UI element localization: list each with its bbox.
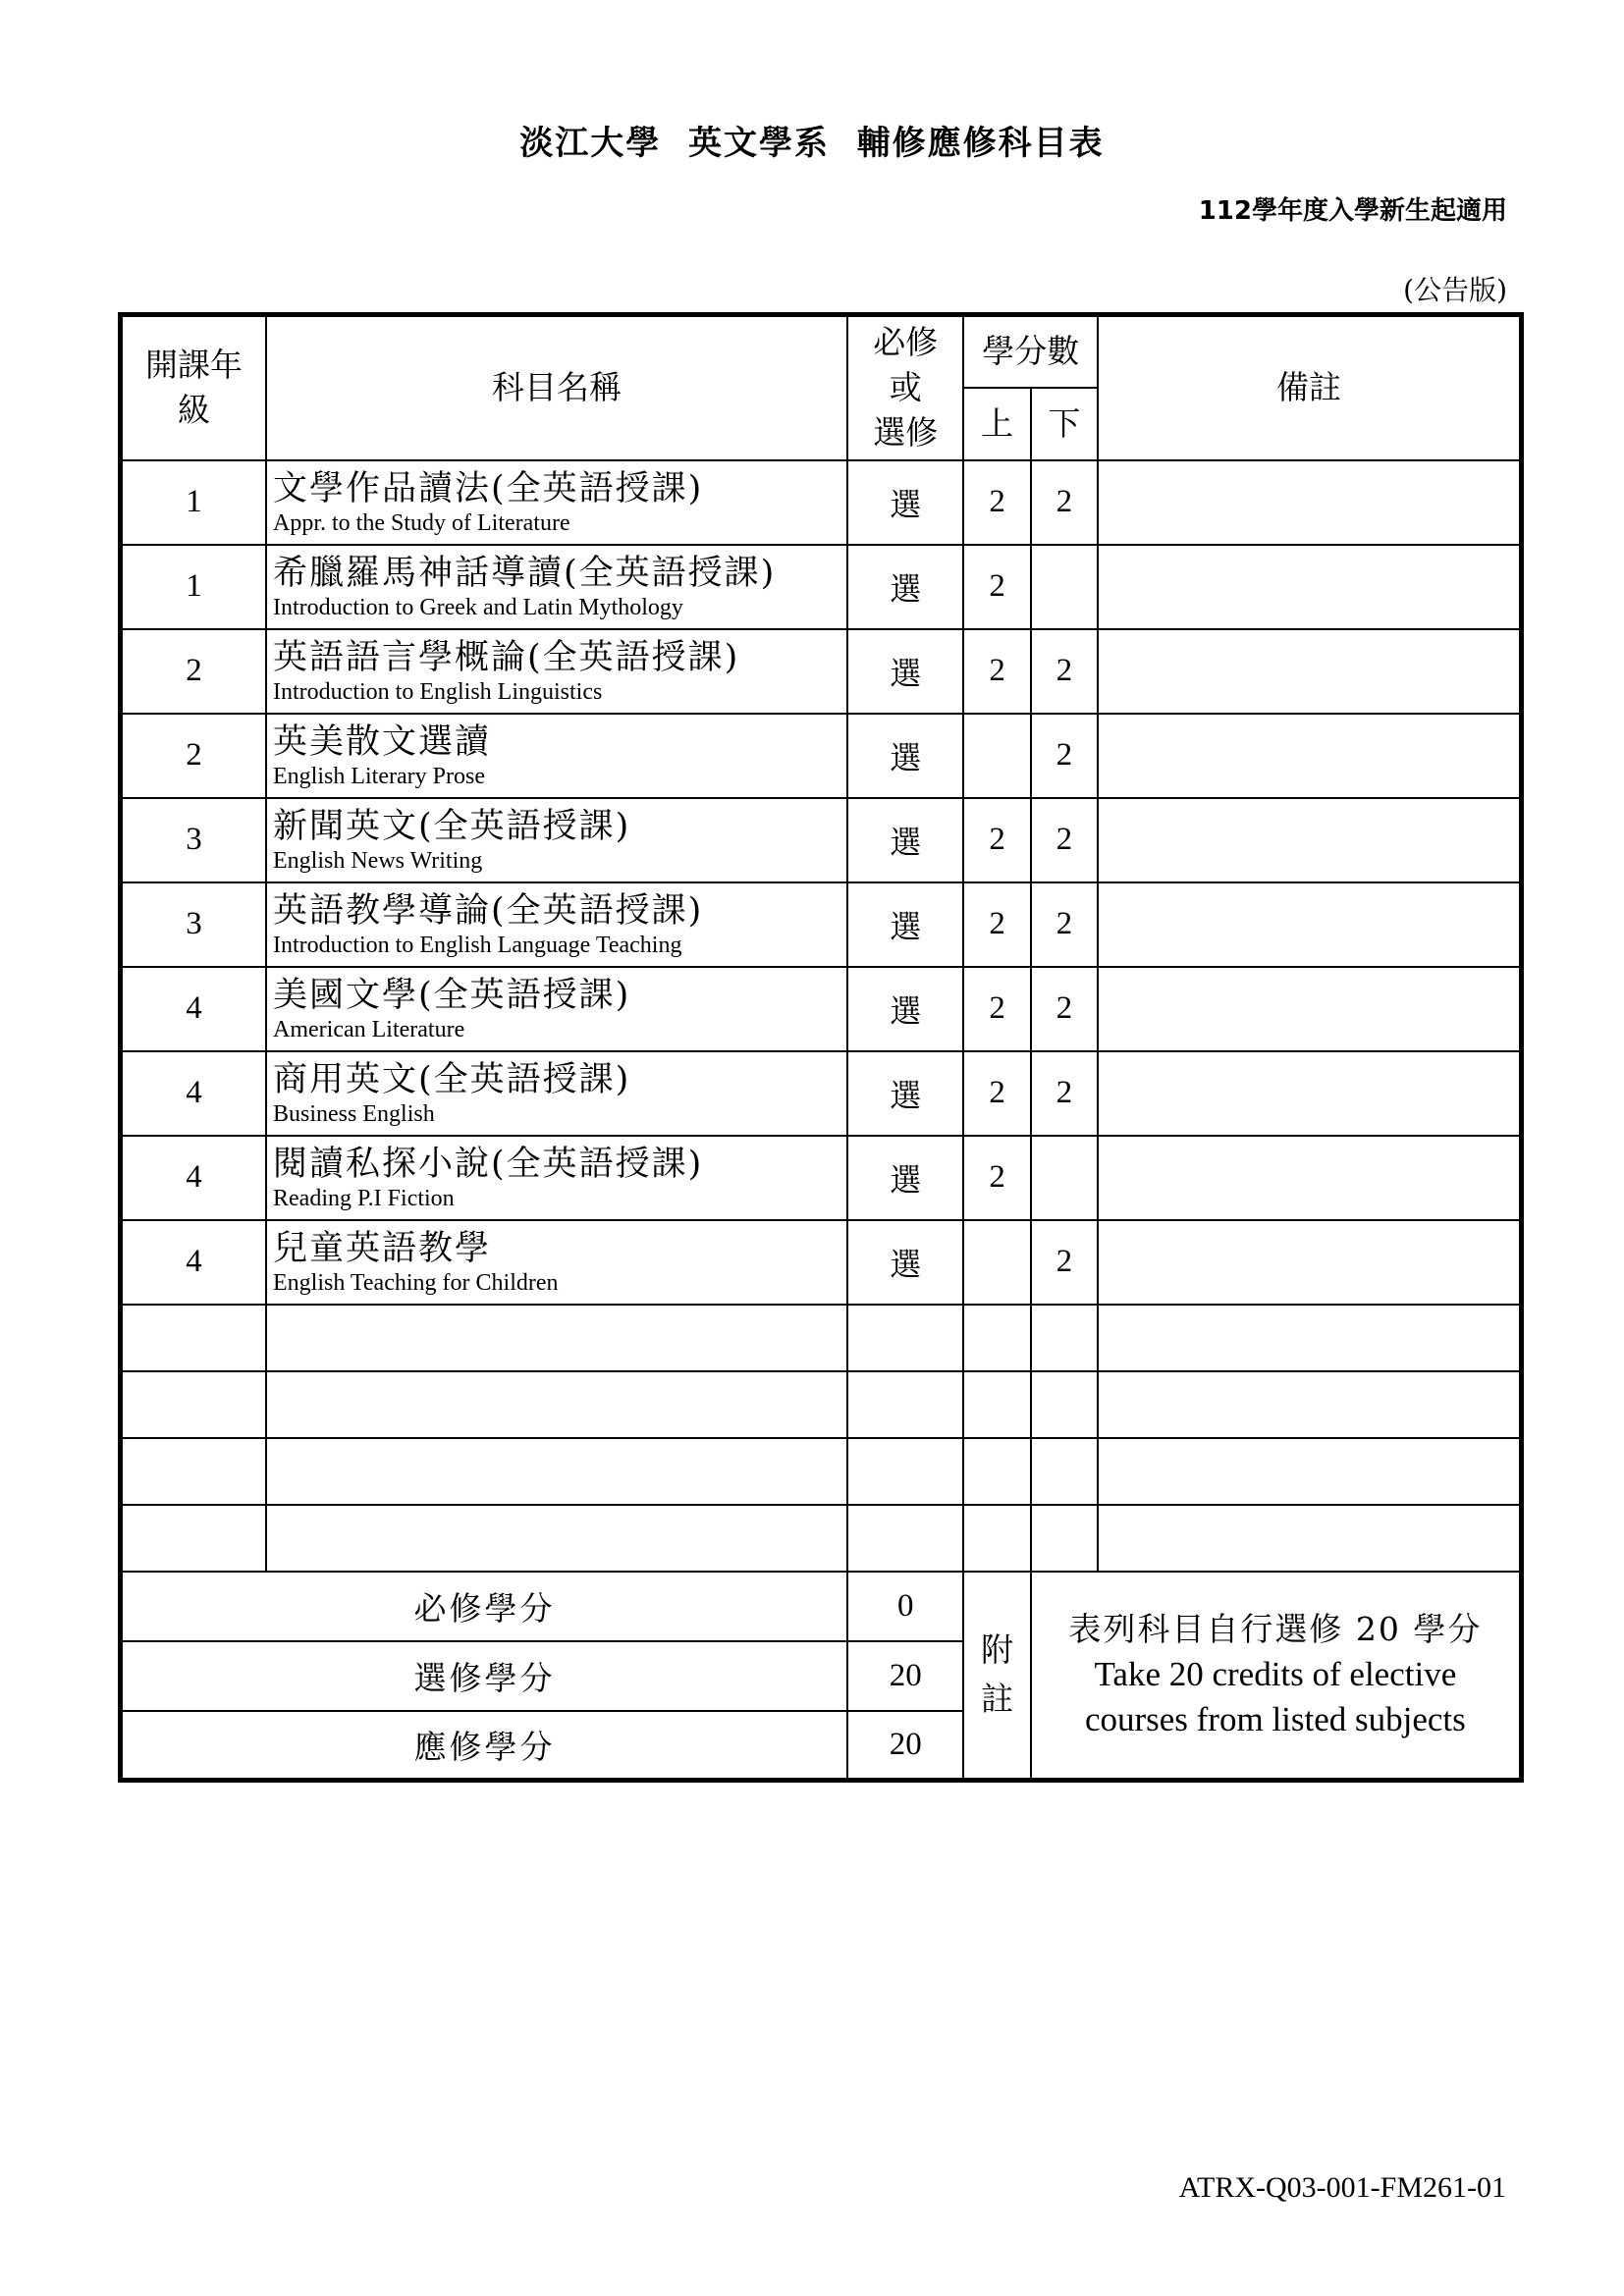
required-credits-row: [121, 1572, 1522, 1641]
credit-first-semester: 2: [963, 1136, 1030, 1220]
course-remark: [1098, 545, 1522, 629]
course-name: [266, 1051, 847, 1136]
course-name-en: Introduction to English Language Teaching: [273, 932, 682, 958]
page-title: 淡江大學 英文學系 輔修應修科目表: [519, 124, 1105, 163]
course-year: 3: [121, 882, 267, 967]
course-name: [266, 967, 847, 1051]
col-header-second-semester: 下: [1031, 388, 1098, 460]
course-name: [266, 714, 847, 798]
col-header-first-semester: 上: [963, 388, 1030, 460]
course-name-zh: 文學作品讀法(全英語授課): [273, 468, 704, 508]
credit-second-semester: 2: [1031, 460, 1098, 545]
course-name-en: Introduction to Greek and Latin Mythology: [273, 594, 683, 620]
table-row: [121, 882, 1522, 967]
course-year: 4: [121, 967, 267, 1051]
course-name-zh: 英語語言學概論(全英語授課): [273, 637, 740, 677]
total-credits-value: 20: [847, 1711, 963, 1781]
course-name: [266, 460, 847, 545]
course-type: 選: [847, 460, 963, 545]
course-remark: [1098, 967, 1522, 1051]
course-name: [266, 545, 847, 629]
empty-row: [121, 1305, 1522, 1371]
course-name: [266, 1136, 847, 1220]
table-row: [121, 1220, 1522, 1305]
credit-first-semester: 2: [963, 882, 1030, 967]
required-credits-value: 0: [847, 1572, 963, 1641]
credit-first-semester: 2: [963, 629, 1030, 714]
course-year: 2: [121, 714, 267, 798]
table-row: [121, 967, 1522, 1051]
course-remark: [1098, 1220, 1522, 1305]
course-type: 選: [847, 1051, 963, 1136]
credit-second-semester: 2: [1031, 629, 1098, 714]
credit-second-semester: [1031, 545, 1098, 629]
course-name-en: Business English: [273, 1100, 435, 1127]
course-name: [266, 1220, 847, 1305]
edition-label: (公告版): [1403, 274, 1507, 306]
credit-first-semester: 2: [963, 798, 1030, 882]
elective-credits-value: 20: [847, 1641, 963, 1711]
empty-row: [121, 1438, 1522, 1505]
note-text-en-line1: Take 20 credits of elective: [1094, 1655, 1457, 1694]
credit-second-semester: 2: [1031, 1051, 1098, 1136]
credit-second-semester: 2: [1031, 798, 1098, 882]
course-rows: [121, 460, 1522, 1305]
course-remark: [1098, 798, 1522, 882]
course-year: 4: [121, 1051, 267, 1136]
course-name-zh: 希臘羅馬神話導讀(全英語授課): [273, 553, 777, 593]
course-name-zh: 新聞英文(全英語授課): [273, 806, 631, 846]
course-type: 選: [847, 714, 963, 798]
course-name-zh: 英美散文選讀: [273, 721, 492, 762]
credit-first-semester: [963, 714, 1030, 798]
header-row: [121, 315, 1522, 388]
total-credits-label: 應修學分: [121, 1711, 848, 1781]
course-type: 選: [847, 629, 963, 714]
table-row: [121, 629, 1522, 714]
course-remark: [1098, 1136, 1522, 1220]
empty-rows: [121, 1305, 1522, 1572]
col-header-remarks: 備註: [1098, 315, 1522, 460]
table-row: [121, 798, 1522, 882]
empty-row: [121, 1505, 1522, 1572]
course-name-zh: 英語教學導論(全英語授課): [273, 890, 704, 931]
course-type: 選: [847, 967, 963, 1051]
course-name: [266, 629, 847, 714]
empty-row: [121, 1371, 1522, 1438]
course-name-zh: 美國文學(全英語授課): [273, 975, 631, 1015]
credit-second-semester: 2: [1031, 882, 1098, 967]
note-text: [1031, 1572, 1522, 1781]
credit-second-semester: 2: [1031, 967, 1098, 1051]
course-remark: [1098, 882, 1522, 967]
course-type: 選: [847, 545, 963, 629]
col-header-credits: 學分數: [963, 315, 1097, 388]
course-type: 選: [847, 882, 963, 967]
course-name-en: English Teaching for Children: [273, 1269, 559, 1296]
course-type: 選: [847, 1220, 963, 1305]
table-row: [121, 545, 1522, 629]
document-code: ATRX-Q03-001-FM261-01: [1178, 2171, 1506, 2204]
course-name: [266, 882, 847, 967]
note-text-en-line2: courses from listed subjects: [1084, 1700, 1466, 1739]
course-name-en: English News Writing: [273, 847, 483, 874]
course-year: 1: [121, 460, 267, 545]
course-remark: [1098, 460, 1522, 545]
course-remark: [1098, 714, 1522, 798]
course-type: 選: [847, 798, 963, 882]
course-table: [118, 312, 1524, 1783]
course-name-zh: 商用英文(全英語授課): [273, 1059, 631, 1099]
course-type: 選: [847, 1136, 963, 1220]
course-remark: [1098, 629, 1522, 714]
course-year: 3: [121, 798, 267, 882]
col-header-year: 開課年 級: [121, 315, 267, 460]
course-name-zh: 兒童英語教學: [273, 1228, 492, 1268]
course-name-en: Reading P.I Fiction: [273, 1185, 455, 1211]
credit-summary: [121, 1572, 1522, 1781]
credit-second-semester: [1031, 1136, 1098, 1220]
course-name-en: Appr. to the Study of Literature: [273, 509, 570, 536]
credit-first-semester: [963, 1220, 1030, 1305]
course-name-en: American Literature: [273, 1016, 465, 1042]
credit-first-semester: 2: [963, 545, 1030, 629]
credit-first-semester: 2: [963, 967, 1030, 1051]
course-remark: [1098, 1051, 1522, 1136]
credit-first-semester: 2: [963, 460, 1030, 545]
col-header-course-name: 科目名稱: [266, 315, 847, 460]
course-year: 2: [121, 629, 267, 714]
course-name-zh: 閱讀私探小說(全英語授課): [273, 1144, 704, 1184]
table-row: [121, 1051, 1522, 1136]
note-text-zh: 表列科目自行選修 20 學分: [1068, 1610, 1483, 1649]
credit-first-semester: 2: [963, 1051, 1030, 1136]
course-year: 4: [121, 1136, 267, 1220]
course-name-en: English Literary Prose: [273, 763, 485, 789]
course-year: 1: [121, 545, 267, 629]
course-name: [266, 798, 847, 882]
required-credits-label: 必修學分: [121, 1572, 848, 1641]
table-row: [121, 714, 1522, 798]
table-row: [121, 1136, 1522, 1220]
course-year: 4: [121, 1220, 267, 1305]
credit-second-semester: 2: [1031, 1220, 1098, 1305]
col-header-course-type: 必修 或 選修: [847, 315, 963, 460]
course-name-en: Introduction to English Linguistics: [273, 678, 603, 705]
applicable-year-note: 112學年度入學新生起適用: [1198, 196, 1507, 226]
credit-second-semester: 2: [1031, 714, 1098, 798]
table-row: [121, 460, 1522, 545]
elective-credits-label: 選修學分: [121, 1641, 848, 1711]
note-label: 附 註: [963, 1572, 1030, 1781]
